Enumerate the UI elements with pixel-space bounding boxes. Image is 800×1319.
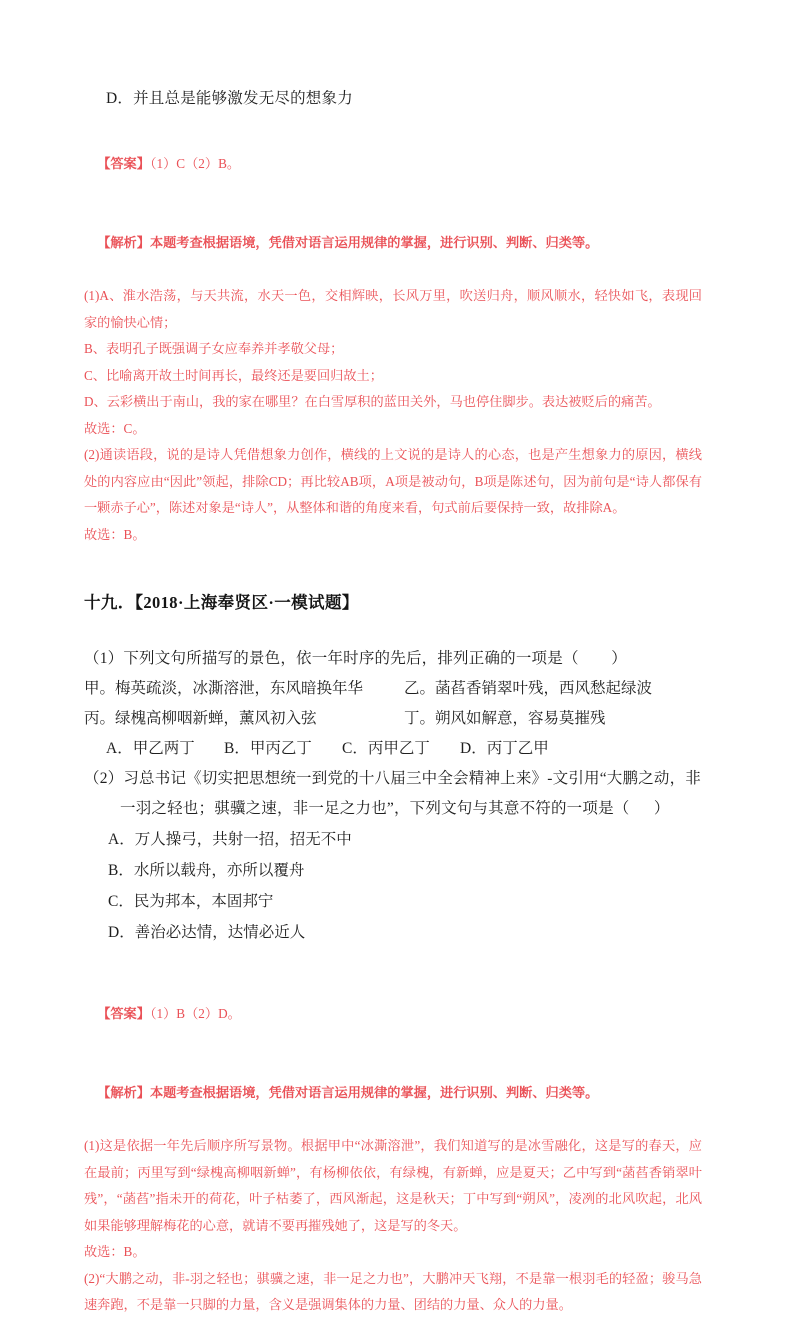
choice-a[interactable]: A．甲乙两丁	[106, 740, 195, 757]
question-one-stem: （1）下列文句所描写的景色，依一年时序的先后，排列正确的一项是（ ）	[84, 650, 627, 667]
analysis-line-two	[84, 1054, 702, 1134]
analysis-para: B、表明孔子既强调子女应奉养并孝敬父母；	[84, 341, 344, 356]
analysis-para: (2)通读语段，说的是诗人凭借想象力创作，横线的上文说的是诗人的心态，也是产生想象力的原因，横线处的内容应由“因此”领起，排除CD；再比较AB项，A项是被动句，B项是陈述句，因为前句是“诗人都保有一颗赤子心”，陈述对象是“诗人”，从整体和谐的角度来看，句式前后要保持一致，故排除A。	[84, 447, 702, 515]
question-one-choices	[84, 734, 702, 764]
choice-c[interactable]: C．丙甲乙丁	[342, 740, 430, 757]
answer-label: 【答案】	[97, 1005, 150, 1021]
answer-line-two	[84, 974, 702, 1054]
question-two-choice-c[interactable]: C．民为邦本，本固邦宁	[108, 893, 274, 910]
couplet-yi: 乙。菡萏香销翠叶残，西风愁起绿波	[404, 680, 653, 697]
couplet-bing: 丙。绿槐高柳咽新蝉，薰风初入弦	[84, 710, 317, 727]
choice-d[interactable]: D．丙丁乙甲	[460, 740, 549, 757]
choice-b[interactable]: B．甲丙乙丁	[224, 740, 312, 757]
couplet-jia: 甲。梅英疏淡，冰澌溶泄，东风暗换年华	[84, 680, 364, 697]
couplet-ding: 丁。朔风如解意，容易莫摧残	[404, 710, 606, 727]
trailing-option-d: D．并且总是能够激发无尽的想象力	[106, 90, 353, 107]
analysis-label: 【解析】	[97, 235, 150, 250]
question-two-stem-line-1: （2）习总书记《切实把思想统一到党的十八届三中全会精神上来》‐文引用“大鹏之动，非	[84, 770, 701, 787]
analysis-intro: 本题考查根据语境，凭借对语言运用规律的掌握，进行识别、判断、归类等。	[149, 235, 599, 250]
spacer	[84, 114, 702, 124]
answer-label: 【答案】	[97, 155, 150, 171]
answer-value: （1）B（2）D。	[149, 1005, 241, 1021]
answer-value: （1）C（2）B。	[149, 155, 241, 171]
section-heading-nineteen: 十九．【2018·上海奉贤区·一模试题】	[84, 593, 359, 612]
analysis-line-one	[84, 204, 702, 284]
couplet-row	[84, 674, 702, 704]
question-two-stem-line-2: 一羽之轻也；骐骥之速，非一足之力也”，下列文句与其意不符的一项是（ ）	[120, 800, 670, 817]
spacer	[84, 548, 702, 588]
analysis-para: D、云彩横出于南山，我的家在哪里？在白雪厚积的蓝田关外，马也停住脚步。表达被贬后的痛苦。	[84, 394, 661, 409]
answer-line-one	[84, 124, 702, 204]
analysis-para: (1)这是依据一年先后顺序所写景物。根据甲中“冰澌溶泄”，我们知道写的是冰雪融化，这是写的春天，应在最前；丙里写到“绿槐高柳咽新蝉”，有杨柳依依，有绿槐，有新蝉，应是夏天；乙中写到“菡萏香销翠叶残”，“菡萏”指未开的荷花，叶子枯萎了，西风渐起，这是秋天；丁中写到“朔风”，凌冽的北风吹起，北风如果能够理解梅花的心意，就请不要再摧残她了，这是写的冬天。	[84, 1138, 702, 1233]
analysis-para: (1)A、淮水浩荡，与天共流，水天一色，交相辉映，长风万里，吹送归舟，顺风顺水，轻快如飞，表现回家的愉快心情；	[84, 288, 702, 330]
spacer	[84, 618, 702, 644]
analysis-para: (2)“大鹏之动，非‐羽之轻也；骐骥之速，非一足之力也”，大鹏冲天飞翔，不是靠一根羽毛的轻盈；骏马急速奔跑，不是靠一只脚的力量，含义是强调集体的力量、团结的力量、众人的力量。	[84, 1270, 702, 1312]
analysis-para: 故选：B。	[84, 526, 146, 542]
spacer	[84, 948, 702, 974]
couplet-row	[84, 704, 702, 734]
analysis-para: 故选：C。	[84, 420, 146, 436]
analysis-label: 【解析】	[97, 1085, 150, 1100]
analysis-intro: 本题考查根据语境，凭借对语言运用规律的掌握，进行识别、判断、归类等。	[149, 1085, 599, 1100]
analysis-para: 故选：B。	[84, 1244, 146, 1259]
question-two-choice-a[interactable]: A．万人操弓，共射一招，招无不中	[108, 831, 352, 848]
analysis-para: C、比喻离开故土时间再长，最终还是要回归故土；	[84, 367, 383, 383]
question-two-choice-d[interactable]: D．善治必达情，达情必近人	[108, 924, 306, 941]
question-two-choice-b[interactable]: B．水所以载舟，亦所以覆舟	[108, 862, 305, 879]
